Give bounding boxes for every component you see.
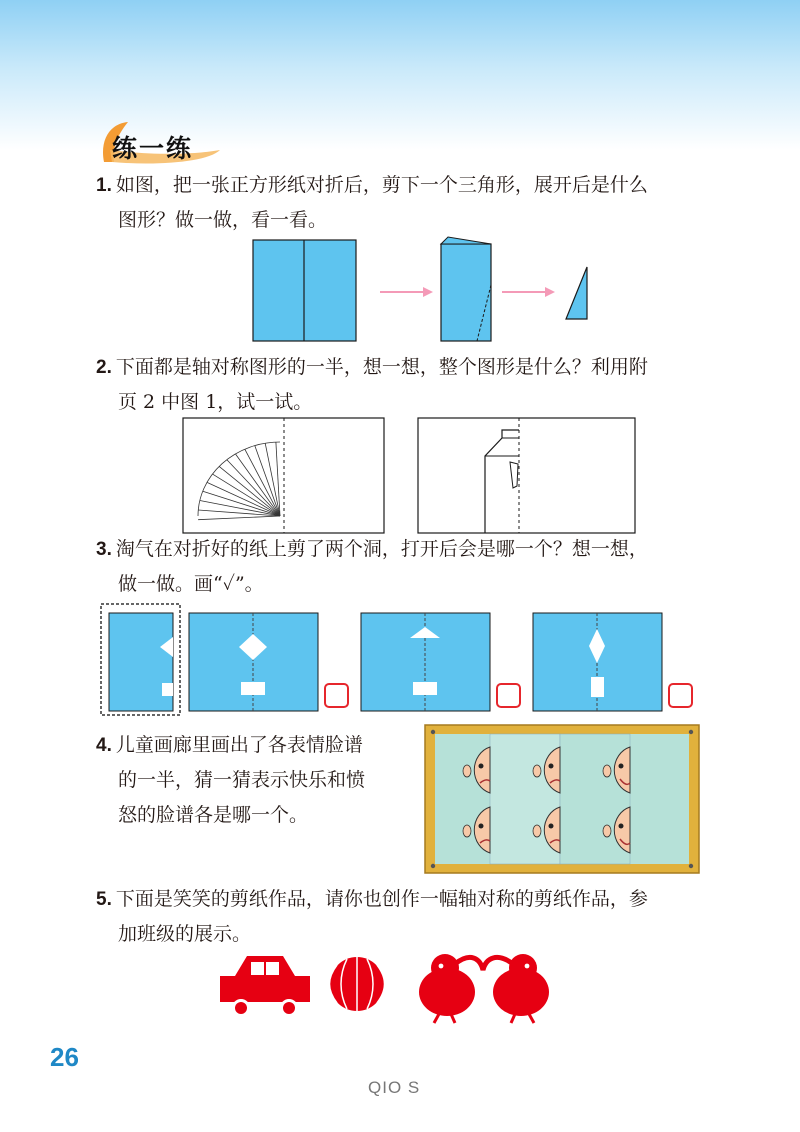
question-3 xyxy=(96,532,736,602)
birds-paper-cut-icon xyxy=(419,954,549,1023)
option-a-paper xyxy=(189,613,318,711)
question-number: 2. xyxy=(96,357,112,378)
question-text: 儿童画廊里画出了各表情脸谱 xyxy=(115,734,363,756)
answer-checkbox-b[interactable] xyxy=(496,683,521,708)
question-text-cont: 图形？做一做，看一看。 xyxy=(118,209,328,231)
q2-half-figures xyxy=(180,416,640,536)
question-number: 1. xyxy=(96,175,112,196)
question-4 xyxy=(96,728,416,833)
section-title-badge xyxy=(98,120,223,170)
watermark-text: QIO S xyxy=(368,1078,421,1097)
answer-checkbox-c[interactable] xyxy=(668,683,693,708)
question-text: 下面是笑笑的剪纸作品，请你也创作一幅轴对称的剪纸作品，参 xyxy=(115,888,648,910)
question-text-cont: 做一做。画“✓”。 xyxy=(118,573,264,595)
folded-paper-edge xyxy=(441,237,491,244)
q3-options xyxy=(100,603,700,718)
question-text: 下面都是轴对称图形的一半，想一想，整个图形是什么？利用附 xyxy=(115,356,648,378)
question-1 xyxy=(96,168,736,238)
question-text-cont: 加班级的展示。 xyxy=(118,923,252,945)
arrow-head-icon xyxy=(545,287,555,297)
folded-paper xyxy=(441,244,491,341)
question-text-cont: 页 2 中图 1，试一试。 xyxy=(118,391,313,413)
question-text-cont: 怒的脸谱各是哪一个。 xyxy=(118,804,309,826)
question-5 xyxy=(96,882,736,952)
arrow-head-icon xyxy=(423,287,433,297)
question-number: 3. xyxy=(96,539,112,560)
question-2 xyxy=(96,350,736,420)
ball-paper-cut-icon xyxy=(330,957,385,1011)
folded-paper-with-holes xyxy=(109,613,173,711)
face-gallery-frame xyxy=(424,724,700,874)
answer-checkbox-a[interactable] xyxy=(324,683,349,708)
q1-folding-figure xyxy=(240,230,600,350)
cut-triangle xyxy=(566,267,587,319)
question-text-cont: 的一半，猜一猜表示快乐和愤 xyxy=(118,769,366,791)
paper-cut-artworks xyxy=(215,950,565,1025)
question-text: 如图，把一张正方形纸对折后，剪下一个三角形，展开后是什么 xyxy=(115,174,648,196)
page-number: 26 xyxy=(50,1042,79,1072)
question-text: 淘气在对折好的纸上剪了两个洞，打开后会是哪一个？想一想， xyxy=(115,538,648,560)
question-number: 5. xyxy=(96,889,112,910)
bottle-panel xyxy=(418,418,635,533)
car-paper-cut-icon xyxy=(220,956,310,1017)
question-number: 4. xyxy=(96,735,112,756)
section-title: 练一练 xyxy=(112,134,194,163)
